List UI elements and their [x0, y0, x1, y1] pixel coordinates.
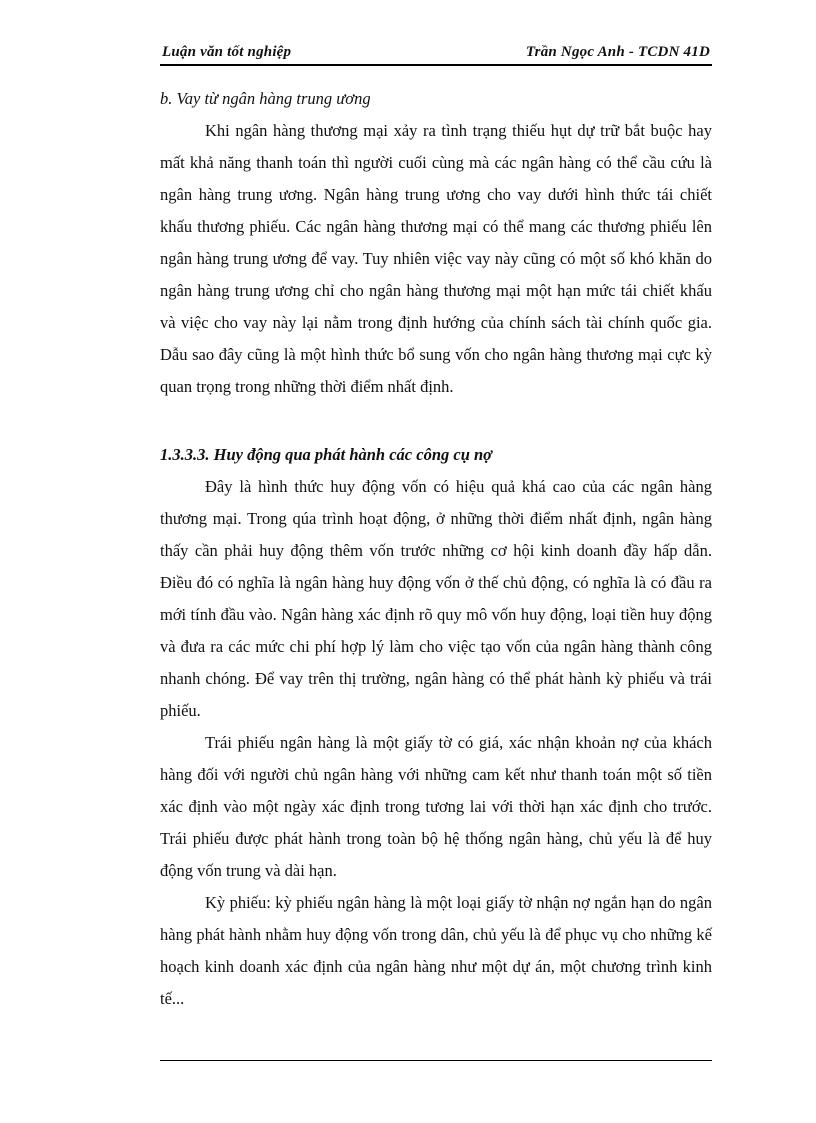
section-heading-1333: 1.3.3.3. Huy động qua phát hành các công cụ nợ	[160, 445, 493, 464]
page-content	[160, 83, 712, 1015]
paragraph-promissory-notes: Kỳ phiếu: kỳ phiếu ngân hàng là một loại giấy tờ nhận nợ ngắn hạn do ngân hàng phát hành nhằm huy động vốn trong dân, chủ yếu là để phục vụ cho những kế hoạch kinh doanh xác định của ngân hàng như một dự án, một chương trình kinh tế...	[160, 893, 712, 1008]
page-header	[160, 40, 712, 66]
header-author: Trần Ngọc Anh - TCDN 41D	[525, 44, 710, 60]
subsection-heading-b: b. Vay từ ngân hàng trung ương	[160, 89, 371, 108]
footer-divider	[160, 1060, 712, 1061]
paragraph-debt-instruments: Đây là hình thức huy động vốn có hiệu quả khá cao của các ngân hàng thương mại. Trong qúa trình hoạt động, ở những thời điểm nhất định, ngân hàng thấy cần phải huy động thêm vốn trước những cơ hội kinh doanh đầy hấp dẫn. Điều đó có nghĩa là ngân hàng huy động vốn ở thế chủ động, có nghĩa là có đầu ra mới tính đầu vào. Ngân hàng xác định rõ quy mô vốn huy động, loại tiền huy động và đưa ra các mức chi phí hợp lý làm cho việc tạo vốn của ngân hàng thành công nhanh chóng. Để vay trên thị trường, ngân hàng có thể phát hành kỳ phiếu và trái phiếu.	[160, 477, 712, 720]
header-thesis-title: Luận văn tốt nghiệp	[162, 44, 292, 60]
paragraph-bonds: Trái phiếu ngân hàng là một giấy tờ có giá, xác nhận khoản nợ của khách hàng đối với người chủ ngân hàng với những cam kết như thanh toán một số tiền xác định vào một ngày xác định trong tương lai với thời hạn xác định cho trước. Trái phiếu được phát hành trong toàn bộ hệ thống ngân hàng, chủ yếu là để huy động vốn trung và dài hạn.	[160, 733, 712, 880]
paragraph-central-bank-loan: Khi ngân hàng thương mại xảy ra tình trạng thiếu hụt dự trữ bắt buộc hay mất khả năng thanh toán thì người cuối cùng mà các ngân hàng có thể cầu cứu là ngân hàng trung ương. Ngân hàng trung ương cho vay dưới hình thức tái chiết khấu thương phiếu. Các ngân hàng thương mại có thể mang các thương phiếu lên ngân hàng trung ương để vay. Tuy nhiên việc vay này cũng có một số khó khăn do ngân hàng trung ương chỉ cho ngân hàng thương mại một hạn mức tái chiết khấu và việc cho vay này lại nằm trong định hướng của chính sách tài chính quốc gia. Dẫu sao đây cũng là một hình thức bổ sung vốn cho ngân hàng thương mại cực kỳ quan trọng trong những thời điểm nhất định.	[160, 121, 712, 396]
